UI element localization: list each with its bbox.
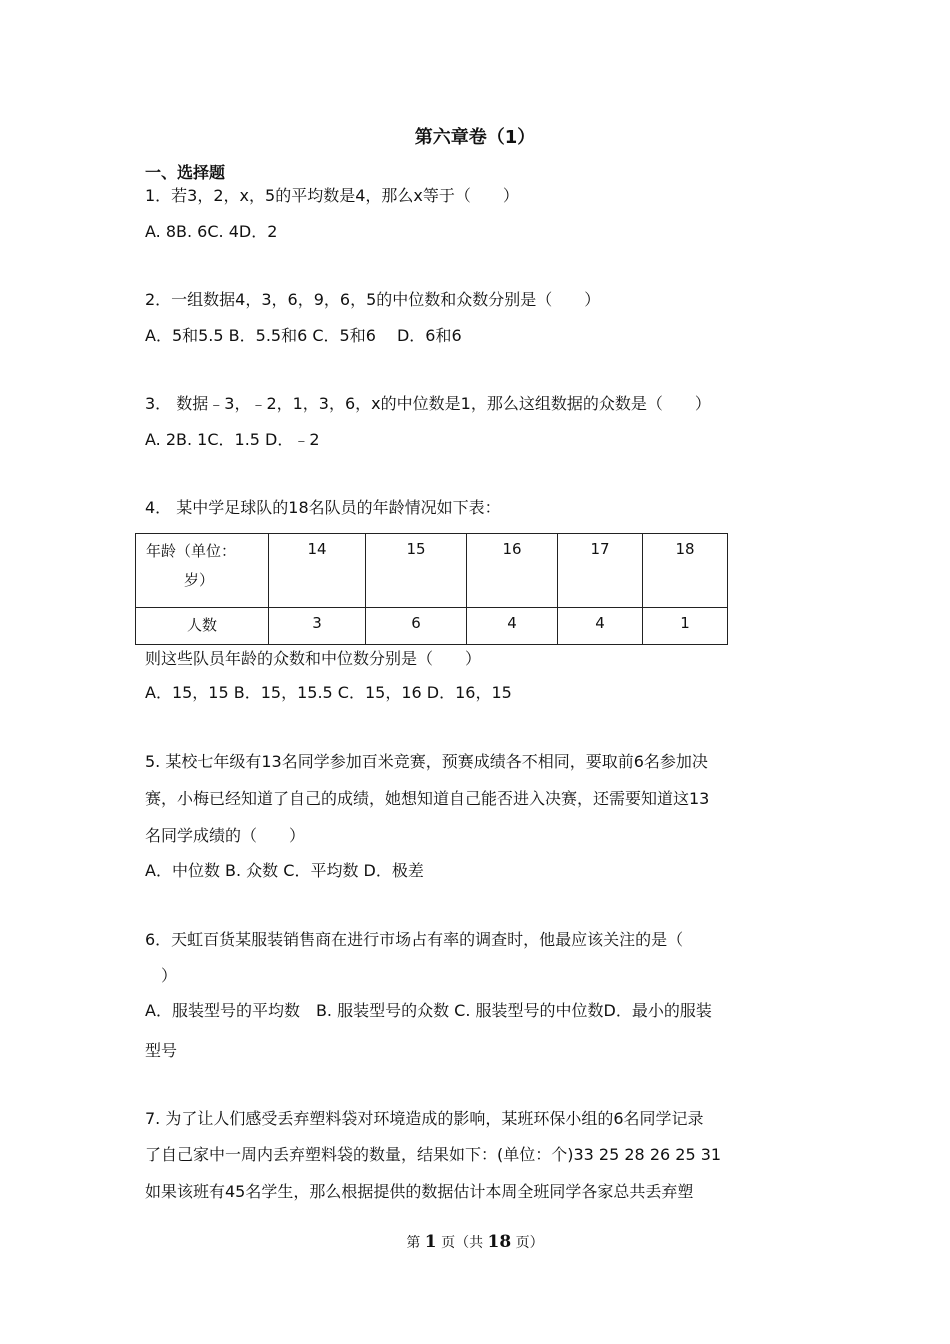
age-table: [135, 533, 728, 645]
question-5-options: A．中位数 B. 众数 C．平均数 D．极差: [145, 861, 424, 880]
question-7-line2: 了自己家中一周内丢弃塑料袋的数量，结果如下：(单位：个)33 25 28 26 25 31: [145, 1145, 722, 1164]
question-3-stem: 3． 数据﹣3，﹣2，1，3，6，x的中位数是1，那么这组数据的众数是（ ）: [145, 394, 711, 413]
age-cell: 16: [467, 534, 558, 608]
age-header-line2: 岁）: [184, 571, 215, 589]
question-1-options: A. 8B. 6C. 4D．2: [145, 222, 278, 241]
question-5-line3: 名同学成绩的（ ）: [145, 826, 306, 845]
question-6-line1: 6．天虹百货某服装销售商在进行市场占有率的调查时，他最应该关注的是（: [145, 930, 684, 949]
page-title: 第六章卷（1）: [414, 127, 536, 148]
count-cell: 4: [467, 608, 558, 645]
age-cell: 18: [643, 534, 728, 608]
footer-suffix: 页）: [515, 1235, 544, 1251]
footer-prefix: 第: [406, 1235, 421, 1251]
count-cell: 6: [366, 608, 467, 645]
question-2-options: A．5和5.5 B．5.5和6 C．5和6 D．6和6: [145, 326, 462, 345]
question-6-options-line2: 型号: [145, 1041, 178, 1060]
question-2-stem: 2．一组数据4，3，6，9，6，5的中位数和众数分别是（ ）: [145, 290, 601, 309]
age-cell: 14: [269, 534, 366, 608]
question-7-line1: 7. 为了让人们感受丢弃塑料袋对环境造成的影响，某班环保小组的6名同学记录: [145, 1109, 704, 1128]
count-cell: 3: [269, 608, 366, 645]
question-5-line2: 赛，小梅已经知道了自己的成绩，她想知道自己能否进入决赛，还需要知道这13: [145, 789, 710, 808]
count-cell: 4: [558, 608, 643, 645]
footer-middle: 页（共: [441, 1235, 484, 1251]
question-6-line2: ）: [145, 966, 178, 985]
question-5-line1: 5. 某校七年级有13名同学参加百米竞赛，预赛成绩各不相同，要取前6名参加决: [145, 752, 708, 771]
footer-total-pages: 18: [487, 1232, 512, 1252]
age-header-line1: 年龄（单位：: [146, 542, 237, 560]
page-footer: [0, 1232, 950, 1252]
question-7-line3: 如果该班有45名学生，那么根据提供的数据估计本周全班同学各家总共丢弃塑: [145, 1182, 694, 1201]
age-cell: 15: [366, 534, 467, 608]
section-heading: 一、选择题: [145, 163, 226, 182]
footer-page-number: 1: [424, 1232, 437, 1252]
question-3-options: A. 2B. 1C．1.5 D．﹣2: [145, 430, 320, 449]
count-cell: 1: [643, 608, 728, 645]
question-1-stem: 1．若3，2，x，5的平均数是4，那么x等于（ ）: [145, 186, 519, 205]
question-4-options: A．15，15 B．15，15.5 C．15，16 D．16，15: [145, 683, 512, 702]
question-6-options-line1: A．服装型号的平均数 B. 服装型号的众数 C. 服装型号的中位数D．最小的服装: [145, 1001, 712, 1020]
age-table-row-ages: [136, 534, 728, 608]
question-4-stem: 4． 某中学足球队的18名队员的年龄情况如下表：: [145, 498, 501, 517]
age-table-header-cell: [136, 534, 269, 608]
age-table-row-counts: [136, 608, 728, 645]
count-label-cell: 人数: [136, 608, 269, 645]
question-4-followup: 则这些队员年龄的众数和中位数分别是（ ）: [145, 649, 482, 668]
age-cell: 17: [558, 534, 643, 608]
